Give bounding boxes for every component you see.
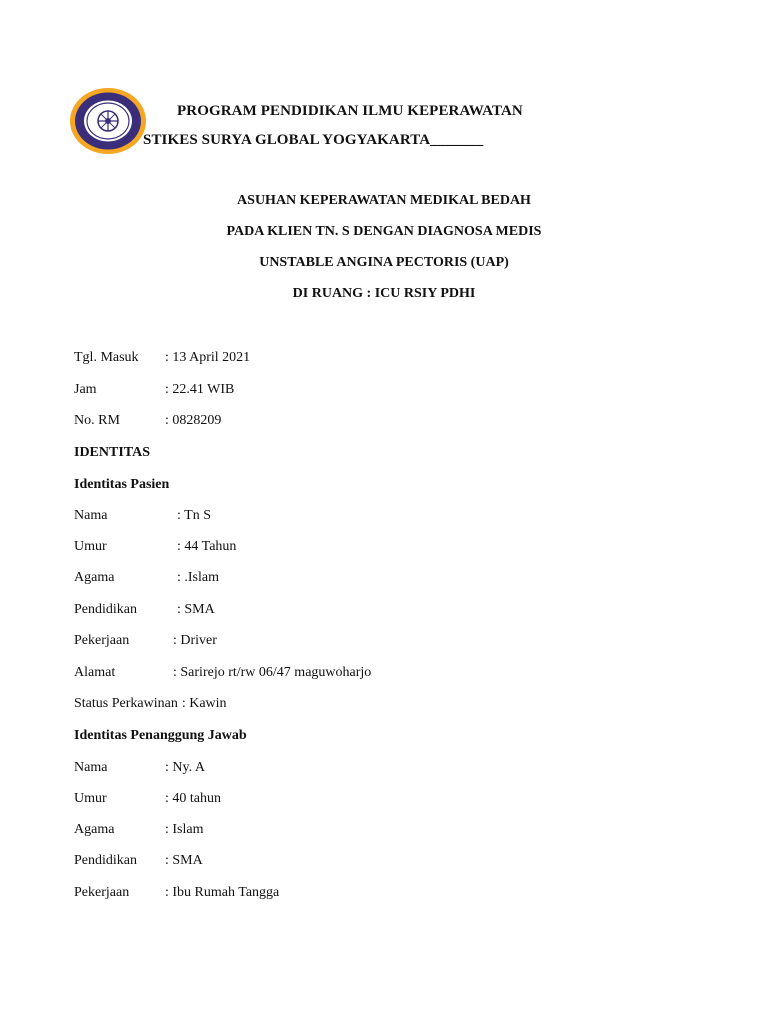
field-value: : 44 Tahun (177, 539, 237, 554)
patient-row (74, 665, 371, 681)
field-label: Pendidikan (74, 602, 137, 617)
patient-row (74, 508, 211, 524)
field-value: : 40 tahun (165, 791, 221, 806)
admission-date-row (74, 350, 250, 366)
field-value: : SMA (177, 602, 215, 617)
institution-logo (68, 86, 148, 156)
patient-row (74, 633, 217, 649)
field-label: Pekerjaan (74, 885, 130, 900)
field-value: : Sarirejo rt/rw 06/47 maguwoharjo (173, 665, 372, 680)
field-label: Pendidikan (74, 853, 137, 868)
guardian-row (74, 853, 203, 869)
patient-row (74, 539, 236, 555)
field-label: Nama (74, 760, 108, 775)
field-label: No. RM (74, 413, 120, 428)
institution-name: STIKES SURYA GLOBAL YOGYAKARTA_______ (143, 132, 484, 148)
field-label: Tgl. Masuk (74, 350, 139, 365)
doc-title-line-4: DI RUANG : ICU RSIY PDHI (292, 286, 476, 301)
field-label: Umur (74, 539, 107, 554)
doc-title-line-2: PADA KLIEN TN. S DENGAN DIAGNOSA MEDIS (226, 224, 542, 239)
guardian-row (74, 822, 204, 838)
field-label: Alamat (74, 665, 116, 680)
field-value: : Ny. A (165, 760, 205, 775)
field-value: : .Islam (177, 570, 219, 585)
program-name: PROGRAM PENDIDIKAN ILMU KEPERAWATAN (177, 103, 523, 119)
field-label: Nama (74, 508, 108, 523)
field-label: Status Perkawinan (74, 696, 178, 711)
identitas-heading: IDENTITAS (74, 445, 150, 460)
field-label: Agama (74, 822, 115, 837)
field-label: Agama (74, 570, 115, 585)
field-value: : Tn S (177, 508, 211, 523)
field-value: : 0828209 (165, 413, 222, 428)
medical-record-row (74, 413, 221, 429)
field-value: : 22.41 WIB (165, 382, 235, 397)
admission-time-row (74, 382, 234, 398)
guardian-row (74, 760, 205, 776)
field-value: : Kawin (181, 696, 227, 711)
field-value: : Ibu Rumah Tangga (165, 885, 280, 900)
guardian-identity-heading: Identitas Penanggung Jawab (74, 728, 247, 743)
field-value: : Driver (173, 633, 217, 648)
field-value: : 13 April 2021 (165, 350, 251, 365)
field-label: Pekerjaan (74, 633, 130, 648)
patient-identity-heading: Identitas Pasien (74, 477, 170, 492)
field-label: Umur (74, 791, 107, 806)
patient-row (74, 602, 215, 618)
patient-row (74, 570, 219, 586)
field-value: : SMA (165, 853, 203, 868)
patient-row (74, 696, 227, 712)
guardian-row (74, 791, 221, 807)
guardian-row (74, 885, 279, 901)
doc-title-line-3: UNSTABLE ANGINA PECTORIS (UAP) (259, 255, 509, 270)
field-value: : Islam (165, 822, 204, 837)
field-label: Jam (74, 382, 97, 397)
doc-title-line-1: ASUHAN KEPERAWATAN MEDIKAL BEDAH (237, 193, 531, 208)
